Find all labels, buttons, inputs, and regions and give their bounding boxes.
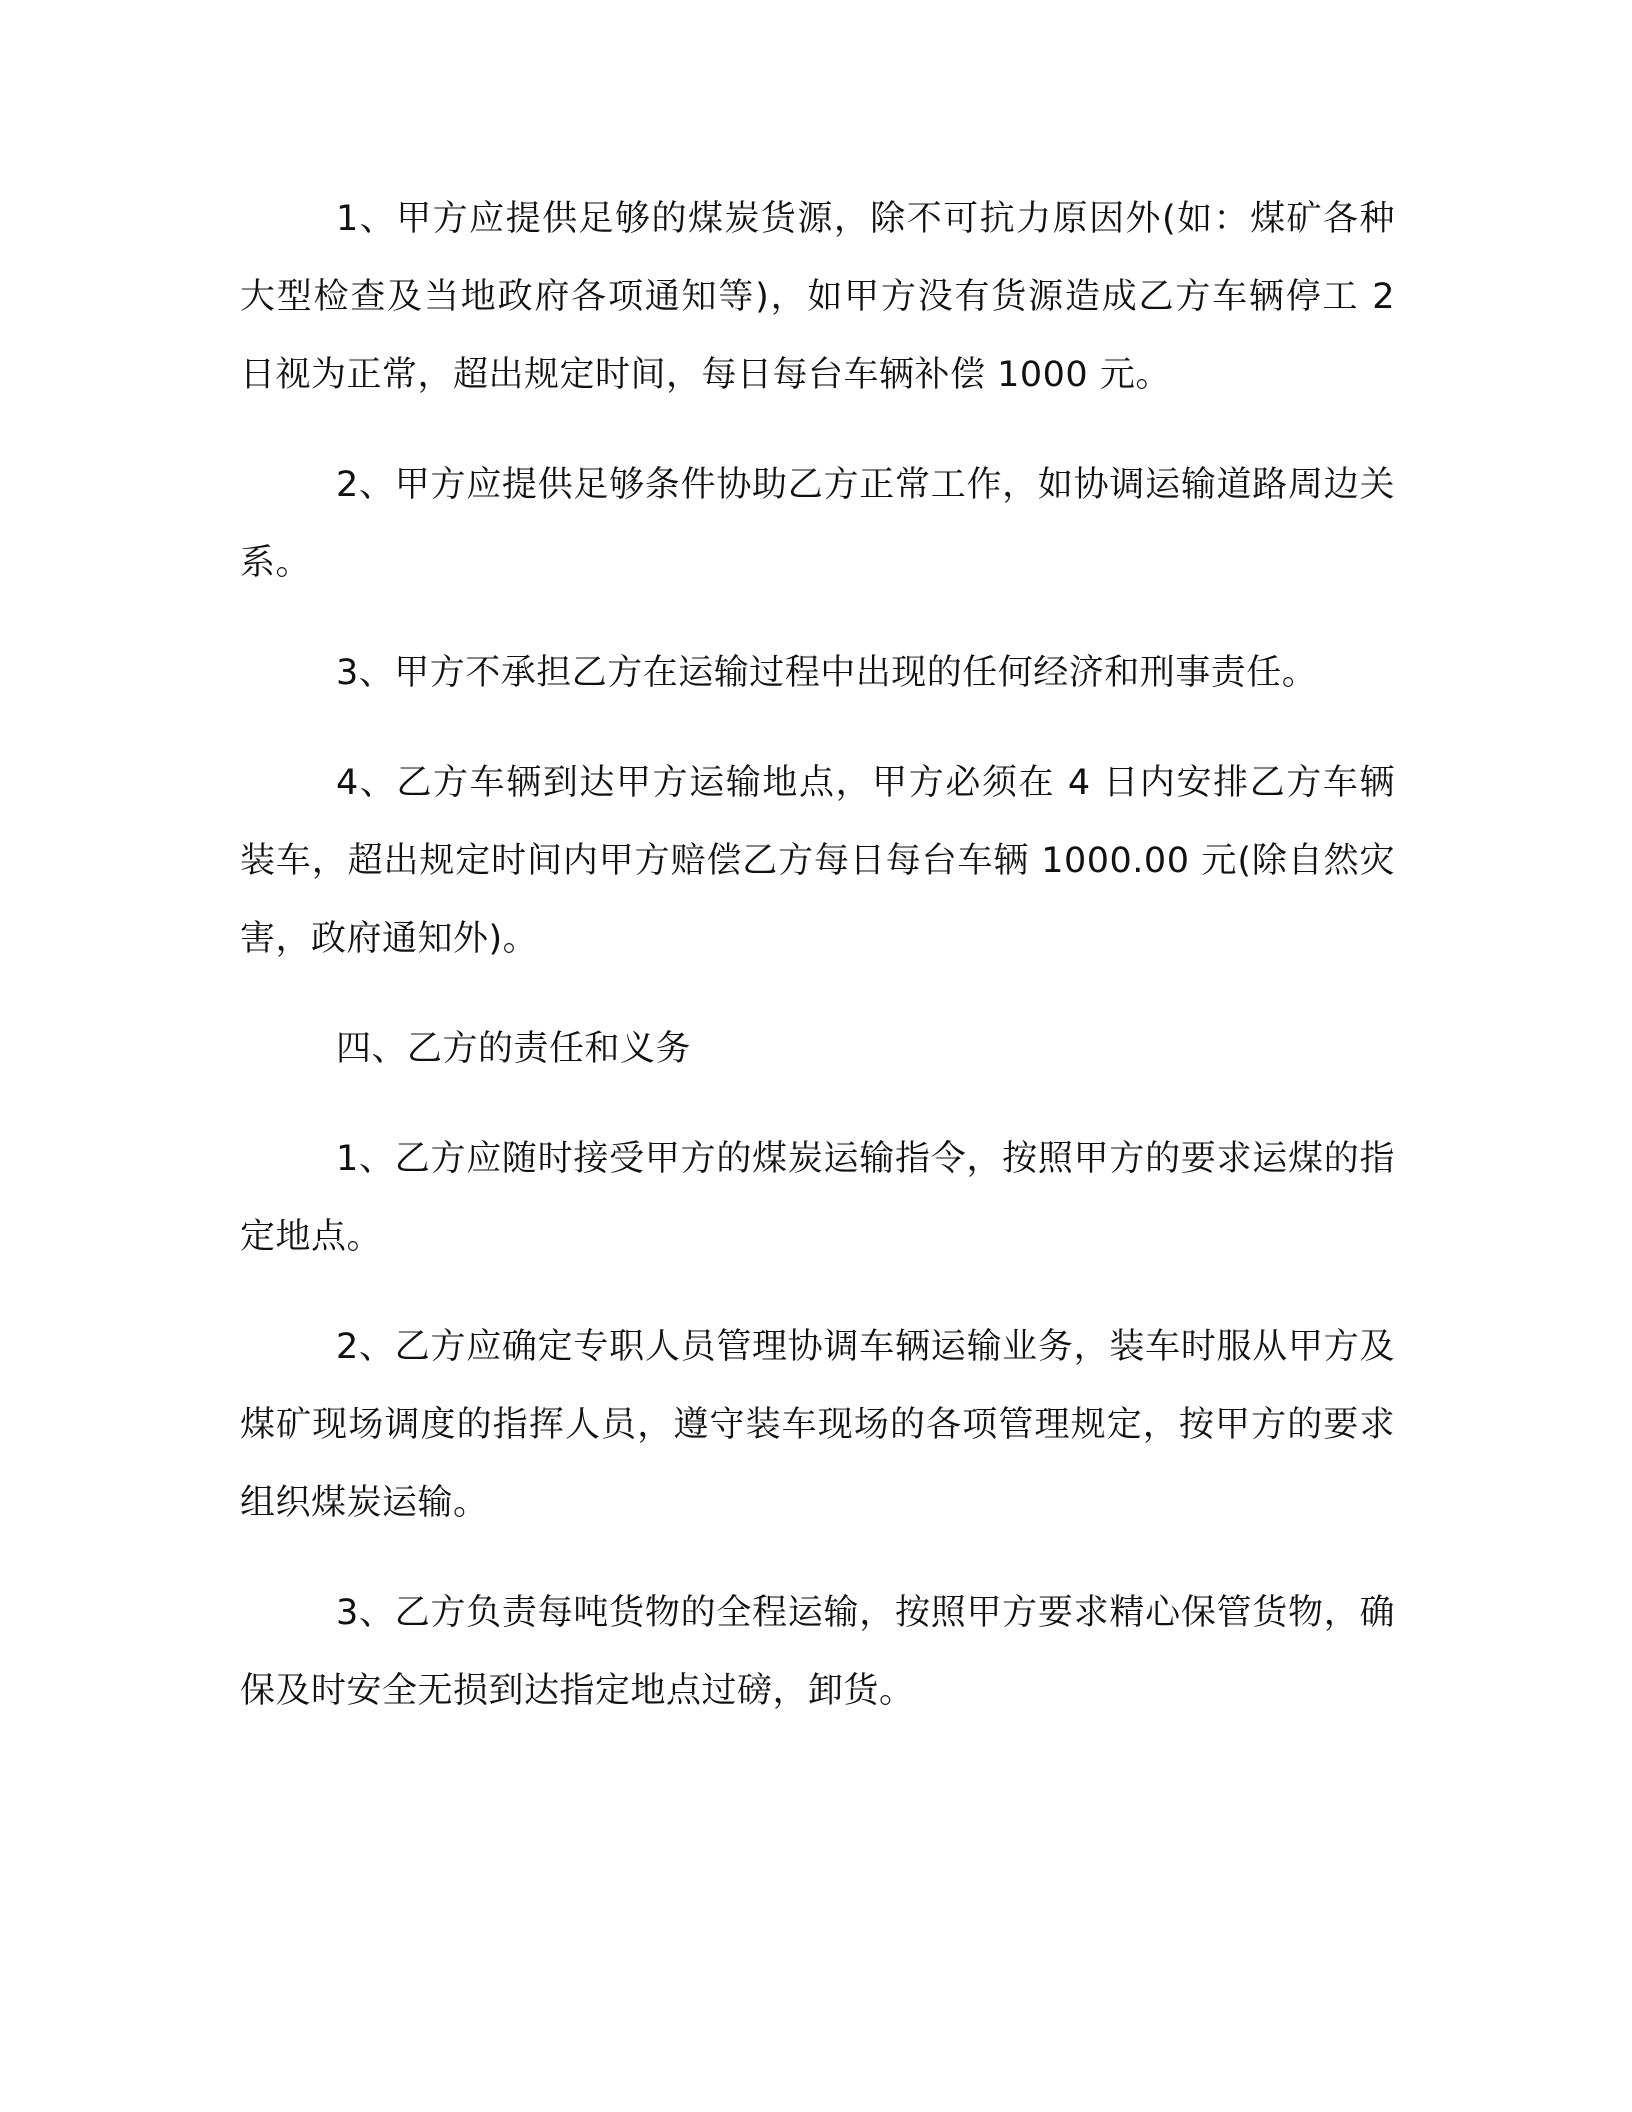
paragraph-party-a-clause-2: 2、甲方应提供足够条件协助乙方正常工作，如协调运输道路周边关系。 <box>240 465 1395 583</box>
paragraph-party-b-clause-2: 2、乙方应确定专职人员管理协调车辆运输业务，装车时服从甲方及煤矿现场调度的指挥人员，遵守装车现场的各项管理规定，按甲方的要求组织煤炭运输。 <box>240 1327 1395 1523</box>
paragraph-party-a-clause-1: 1、甲方应提供足够的煤炭货源，除不可抗力原因外(如：煤矿各种大型检查及当地政府各项通知等)，如甲方没有货源造成乙方车辆停工 2 日视为正常，超出规定时间，每日每台车辆补偿 1000 元。 <box>240 199 1395 395</box>
paragraph-party-a-clause-3: 3、甲方不承担乙方在运输过程中出现的任何经济和刑事责任。 <box>336 653 1318 693</box>
paragraph-party-a-clause-4: 4、乙方车辆到达甲方运输地点，甲方必须在 4 日内安排乙方车辆装车，超出规定时间内甲方赔偿乙方每日每台车辆 1000.00 元(除自然灾害，政府通知外)。 <box>240 763 1395 959</box>
paragraph-party-b-clause-1: 1、乙方应随时接受甲方的煤炭运输指令，按照甲方的要求运煤的指定地点。 <box>240 1139 1395 1257</box>
section-heading: 四、乙方的责任和义务 <box>336 1029 692 1069</box>
document-body <box>240 180 1395 1762</box>
paragraph-party-b-clause-3: 3、乙方负责每吨货物的全程运输，按照甲方要求精心保管货物，确保及时安全无损到达指定地点过磅，卸货。 <box>240 1593 1395 1711</box>
